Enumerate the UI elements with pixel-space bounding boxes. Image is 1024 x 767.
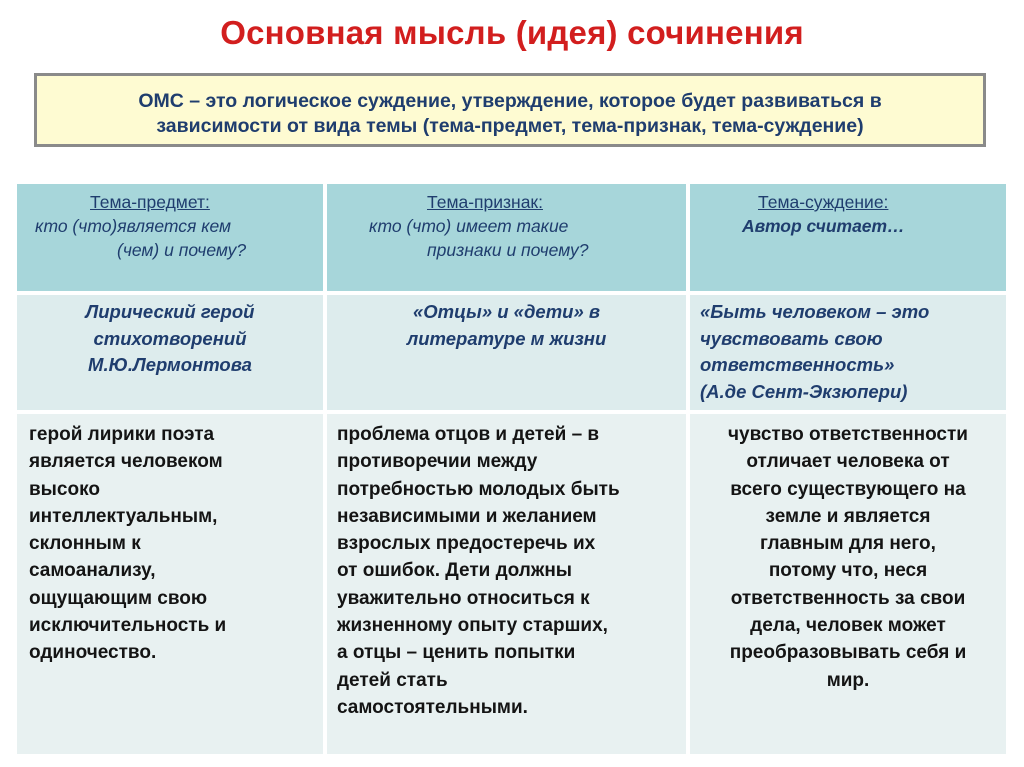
example-cell [17,295,323,410]
explanation-line: герой лирики поэта [29,424,215,445]
example-line: «Отцы» и «дети» в [412,301,601,322]
explanation-line: противоречии между [337,451,538,473]
explanation-line: проблема отцов и детей – в [337,424,600,445]
definition-line: ОМС – это логическое суждение, утверждение, которое будет развиваться в [138,90,882,112]
explanation-cell [17,414,323,754]
explanation-cell [327,414,686,754]
header-question-line: кто (что) имеет такие [369,216,569,236]
header-cell-topic-attribute [327,184,686,291]
explanation-line: самостоятельными. [337,696,528,718]
header-cell-topic-subject [17,184,323,291]
header-title: Тема-предмет: [90,192,210,212]
header-question-line: кто (что)является кем [35,216,232,236]
explanation-line: ощущающим свою [29,587,208,609]
explanation-line: отличает человека от [746,451,950,473]
header-title: Тема-признак: [427,192,543,212]
explanation-line: является человеком [29,451,223,473]
example-line: Лирический герой [85,301,255,322]
explanation-line: самоанализу, [29,560,156,582]
explanation-line: взрослых предостеречь их [337,533,596,555]
explanation-line: преобразовывать себя и [729,642,967,664]
definition-box [34,73,986,147]
explanation-line: детей стать [337,669,448,691]
header-question-line: признаки и почему? [427,240,589,260]
example-line: ответственность» [700,354,895,375]
explanation-line: потребностью молодых быть [337,478,620,500]
example-line: «Быть человеком – это [700,301,930,322]
explanation-line: дела, человек может [750,615,946,637]
example-cell [327,295,686,410]
page-title: Основная мысль (идея) сочинения [220,14,804,51]
explanation-line: от ошибок. Дети должны [337,560,573,582]
example-line: М.Ю.Лермонтова [88,354,252,375]
example-cell [690,295,1006,410]
topics-table [17,184,1006,754]
explanation-line: потому что, неся [768,560,928,582]
header-question-line: (чем) и почему? [117,240,247,260]
explanation-line: независимыми и желанием [337,505,597,527]
header-question-line: Автор считает… [742,216,905,236]
example-line: (А.де Сент-Экзюпери) [700,380,908,402]
explanation-line: высоко [29,478,100,500]
explanation-line: склонным к [29,533,141,555]
explanation-line: ответственность за свои [730,587,966,609]
explanation-line: одиночество. [29,642,157,664]
header-cell-topic-judgment [690,184,1006,291]
explanation-line: жизненному опыту старших, [337,615,608,637]
header-title: Тема-суждение: [758,192,889,212]
explanation-line: а отцы – ценить попытки [337,642,576,664]
explanation-line: земле и является [765,505,931,527]
definition-line: зависимости от вида темы (тема-предмет, тема-признак, тема-суждение) [156,115,864,137]
example-line: литературе м жизни [406,327,607,349]
explanation-line: мир. [826,669,870,691]
explanation-cell [690,414,1006,754]
explanation-line: главным для него, [760,533,936,555]
example-line: стихотворений [93,327,247,349]
explanation-line: чувство ответственности [728,424,968,445]
example-line: чувствовать свою [700,327,883,349]
explanation-line: интеллектуальным, [29,505,218,527]
explanation-line: уважительно относиться к [337,587,590,609]
explanation-line: всего существующего на [730,478,966,500]
explanation-line: исключительность и [29,615,227,637]
